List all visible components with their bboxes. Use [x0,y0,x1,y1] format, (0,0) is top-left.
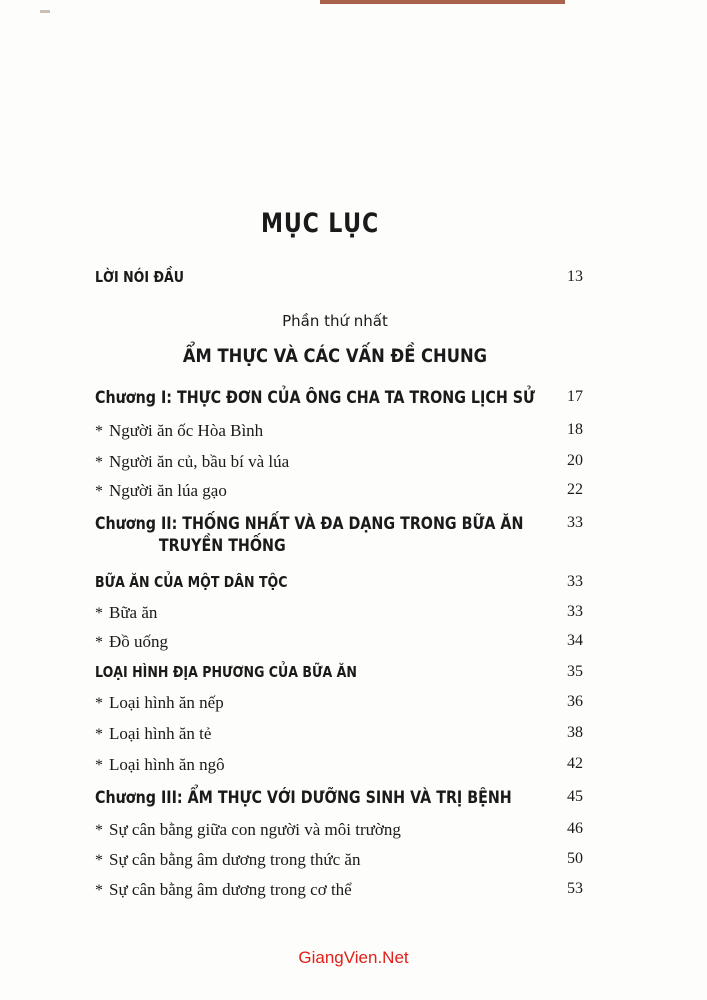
toc-label [95,603,157,623]
bullet-mark: * [95,726,103,743]
toc-row-item[interactable] [0,421,707,447]
toc-label [95,632,168,652]
toc-label-text: Bữa ăn [109,603,158,622]
toc-label [95,452,289,472]
toc-label-text: Loại hình ăn ngô [109,755,225,774]
toc-page-number: 34 [567,632,583,649]
toc-row-chapter[interactable] [0,788,707,814]
toc-label-text: Sự cân bằng âm dương trong thức ăn [109,850,361,869]
toc-label [95,421,263,441]
toc-row-item[interactable] [0,603,707,629]
toc-label [95,850,360,870]
bullet-mark: * [95,634,103,651]
corner-mark [40,10,50,13]
toc-row-section[interactable] [0,663,707,689]
toc-page-number: 35 [567,663,583,680]
toc-row-item[interactable] [0,632,707,658]
toc-label [95,880,352,900]
toc-page-number: 33 [567,514,583,531]
bullet-mark: * [95,822,103,839]
toc-label-text: Người ăn củ, bầu bí và lúa [109,452,290,471]
toc-label [95,693,224,713]
toc-row-item[interactable] [0,820,707,846]
toc-page-number: 33 [567,603,583,620]
bullet-mark: * [95,423,103,440]
toc-label-text: Chương II: THỐNG NHẤT VÀ ĐA DẠNG TRONG BỮA ĂN [95,514,524,534]
bullet-mark: * [95,882,103,899]
toc-page-number: 20 [567,452,583,469]
bullet-mark: * [95,852,103,869]
part-label: Phần thứ nhất [282,312,388,330]
toc-page-number: 22 [567,481,583,498]
bullet-mark: * [95,605,103,622]
toc-row-item[interactable] [0,724,707,750]
toc-page-number: 18 [567,421,583,438]
toc-page-number: 17 [567,388,583,405]
top-edge-band [320,0,565,4]
toc-page-number: 53 [567,880,583,897]
toc-label: LỜI NÓI ĐẦU [95,268,184,286]
bullet-mark: * [95,695,103,712]
toc-label [95,755,225,775]
toc-label [95,481,227,501]
toc-label [95,820,401,840]
toc-page-number: 13 [567,268,583,285]
toc-label: BỮA ĂN CỦA MỘT DÂN TỘC [95,573,288,591]
toc-label: LOẠI HÌNH ĐỊA PHƯƠNG CỦA BỮA ĂN [95,663,357,681]
toc-page-number: 33 [567,573,583,590]
toc-title: MỤC LỤC [260,208,380,239]
toc-row-item[interactable] [0,481,707,507]
toc-row-item[interactable] [0,452,707,478]
toc-label-text: Loại hình ăn tẻ [109,724,212,743]
toc-row-item[interactable] [0,693,707,719]
toc-label-text: Người ăn lúa gạo [109,481,227,500]
toc-label-text: Người ăn ốc Hòa Bình [109,421,264,440]
toc-row-item[interactable] [0,850,707,876]
toc-row-item[interactable] [0,755,707,781]
toc-row-section[interactable] [0,573,707,599]
toc-page-number: 46 [567,820,583,837]
bullet-mark: * [95,454,103,471]
toc-label [95,514,523,556]
toc-page-number: 45 [567,788,583,805]
toc-page-number: 42 [567,755,583,772]
toc-row-item[interactable] [0,880,707,906]
bullet-mark: * [95,483,103,500]
toc-label: Chương III: ẨM THỰC VỚI DƯỠNG SINH VÀ TRỊ BỆNH [95,788,512,808]
toc-label-continuation: TRUYỀN THỐNG [158,536,286,556]
toc-label [95,724,211,744]
toc-label-text: Đồ uống [109,632,169,651]
toc-label-text: Sự cân bằng âm dương trong cơ thể [109,880,352,899]
toc-label: Chương I: THỰC ĐƠN CỦA ÔNG CHA TA TRONG LỊCH SỬ [95,388,535,408]
toc-row-chapter[interactable] [0,514,707,566]
toc-row-preface[interactable] [0,268,707,294]
toc-label-text: Sự cân bằng giữa con người và môi trường [109,820,401,839]
toc-page-number: 38 [567,724,583,741]
part-title: ẨM THỰC VÀ CÁC VẤN ĐỀ CHUNG [182,345,488,367]
footer-brand[interactable]: GiangVien.Net [298,948,409,967]
bullet-mark: * [95,757,103,774]
toc-row-chapter[interactable] [0,388,707,414]
toc-page-number: 36 [567,693,583,710]
toc-page-number: 50 [567,850,583,867]
toc-label-text: Loại hình ăn nếp [109,693,224,712]
